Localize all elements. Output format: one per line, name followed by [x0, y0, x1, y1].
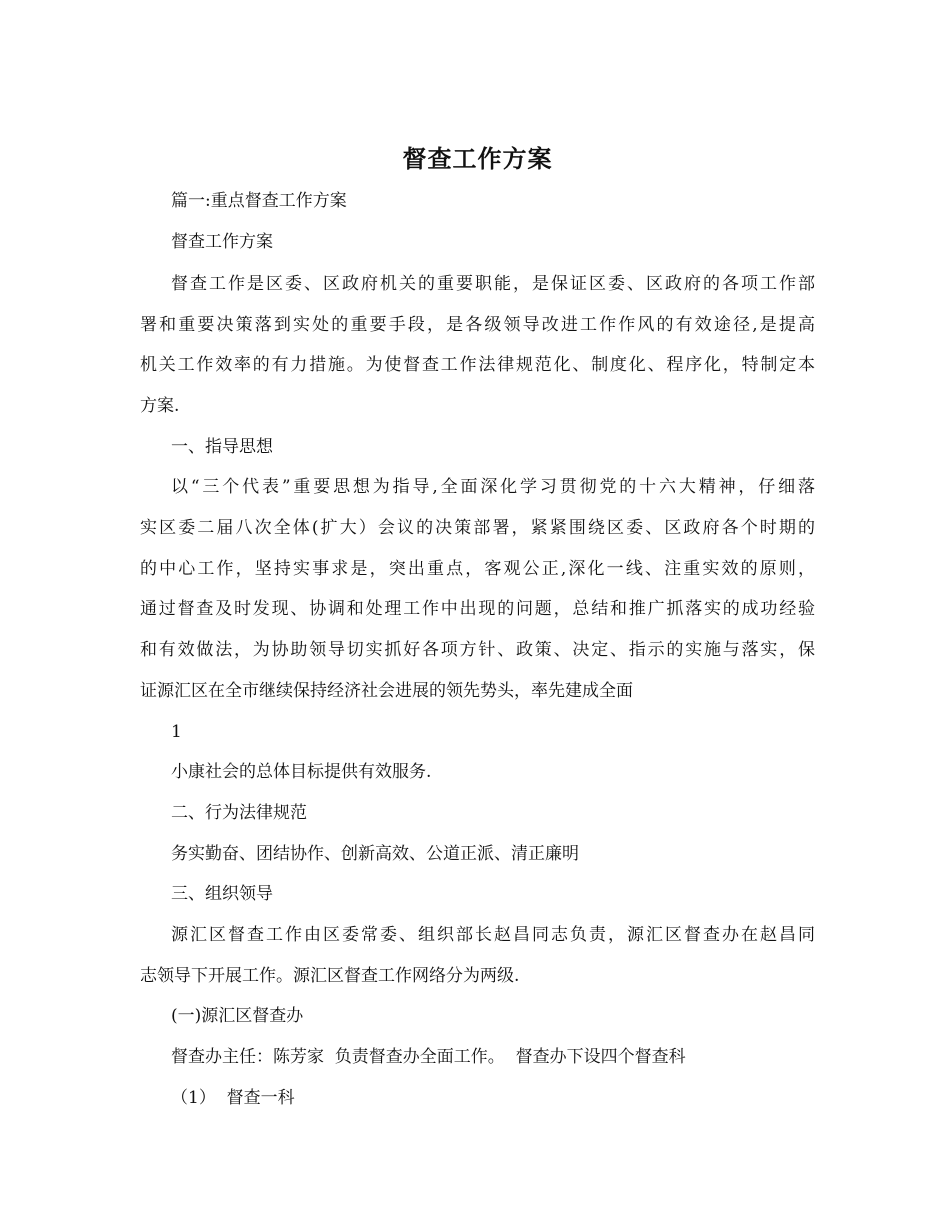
paragraph-line: 通过督查及时发现、协调和处理工作中出现的问题，总结和推广抓落实的成功经验 [140, 599, 815, 619]
paragraph-line: 署和重要决策落到实处的重要手段，是各级领导改进工作作风的有效途径,是提高 [140, 315, 815, 335]
paragraph-line: 志领导下开展工作。源汇区督查工作网络分为两级. [140, 966, 520, 986]
subtitle: 督查工作方案 [171, 232, 273, 252]
section-heading: 二、行为法律规范 [171, 803, 307, 823]
subsection-heading: (一)源汇区督查办 [171, 1006, 304, 1026]
list-item: （1） 督查一科 [171, 1088, 295, 1108]
section-heading: 三、组织领导 [171, 884, 273, 904]
section-heading: 一、指导思想 [171, 437, 273, 457]
paragraph-line: 务实勤奋、团结协作、创新高效、公道正派、清正廉明 [171, 844, 579, 864]
paragraph-line: 方案. [140, 396, 180, 416]
paragraph-line: 督查办主任：陈芳家 负责督查办全面工作。 督查办下设四个督查科 [171, 1047, 686, 1067]
page-number: 1 [171, 722, 182, 742]
paragraph-line: 以“三个代表”重要思想为指导,全面深化学习贯彻党的十六大精神，仔细落 [171, 477, 815, 497]
paragraph-line: 的中心工作，坚持实事求是，突出重点，客观公正,深化一线、注重实效的原则， [140, 559, 815, 579]
document-title: 督查工作方案 [402, 144, 553, 173]
paragraph-line: 机关工作效率的有力措施。为使督查工作法律规范化、制度化、程序化，特制定本 [140, 355, 815, 375]
section-heading: 篇一:重点督查工作方案 [171, 191, 347, 211]
paragraph-line: 督查工作是区委、区政府机关的重要职能，是保证区委、区政府的各项工作部 [171, 274, 815, 294]
paragraph-line: 实区委二届八次全体(扩大）会议的决策部署，紧紧围绕区委、区政府各个时期的 [140, 518, 815, 538]
paragraph-line: 证源汇区在全市继续保持经济社会进展的领先势头，率先建成全面 [140, 681, 633, 701]
paragraph-line: 小康社会的总体目标提供有效服务. [171, 762, 432, 782]
paragraph-line: 和有效做法，为协助领导切实抓好各项方针、政策、决定、指示的实施与落实，保 [140, 640, 815, 660]
paragraph-line: 源汇区督查工作由区委常委、组织部长赵昌同志负责，源汇区督查办在赵昌同 [171, 925, 815, 945]
